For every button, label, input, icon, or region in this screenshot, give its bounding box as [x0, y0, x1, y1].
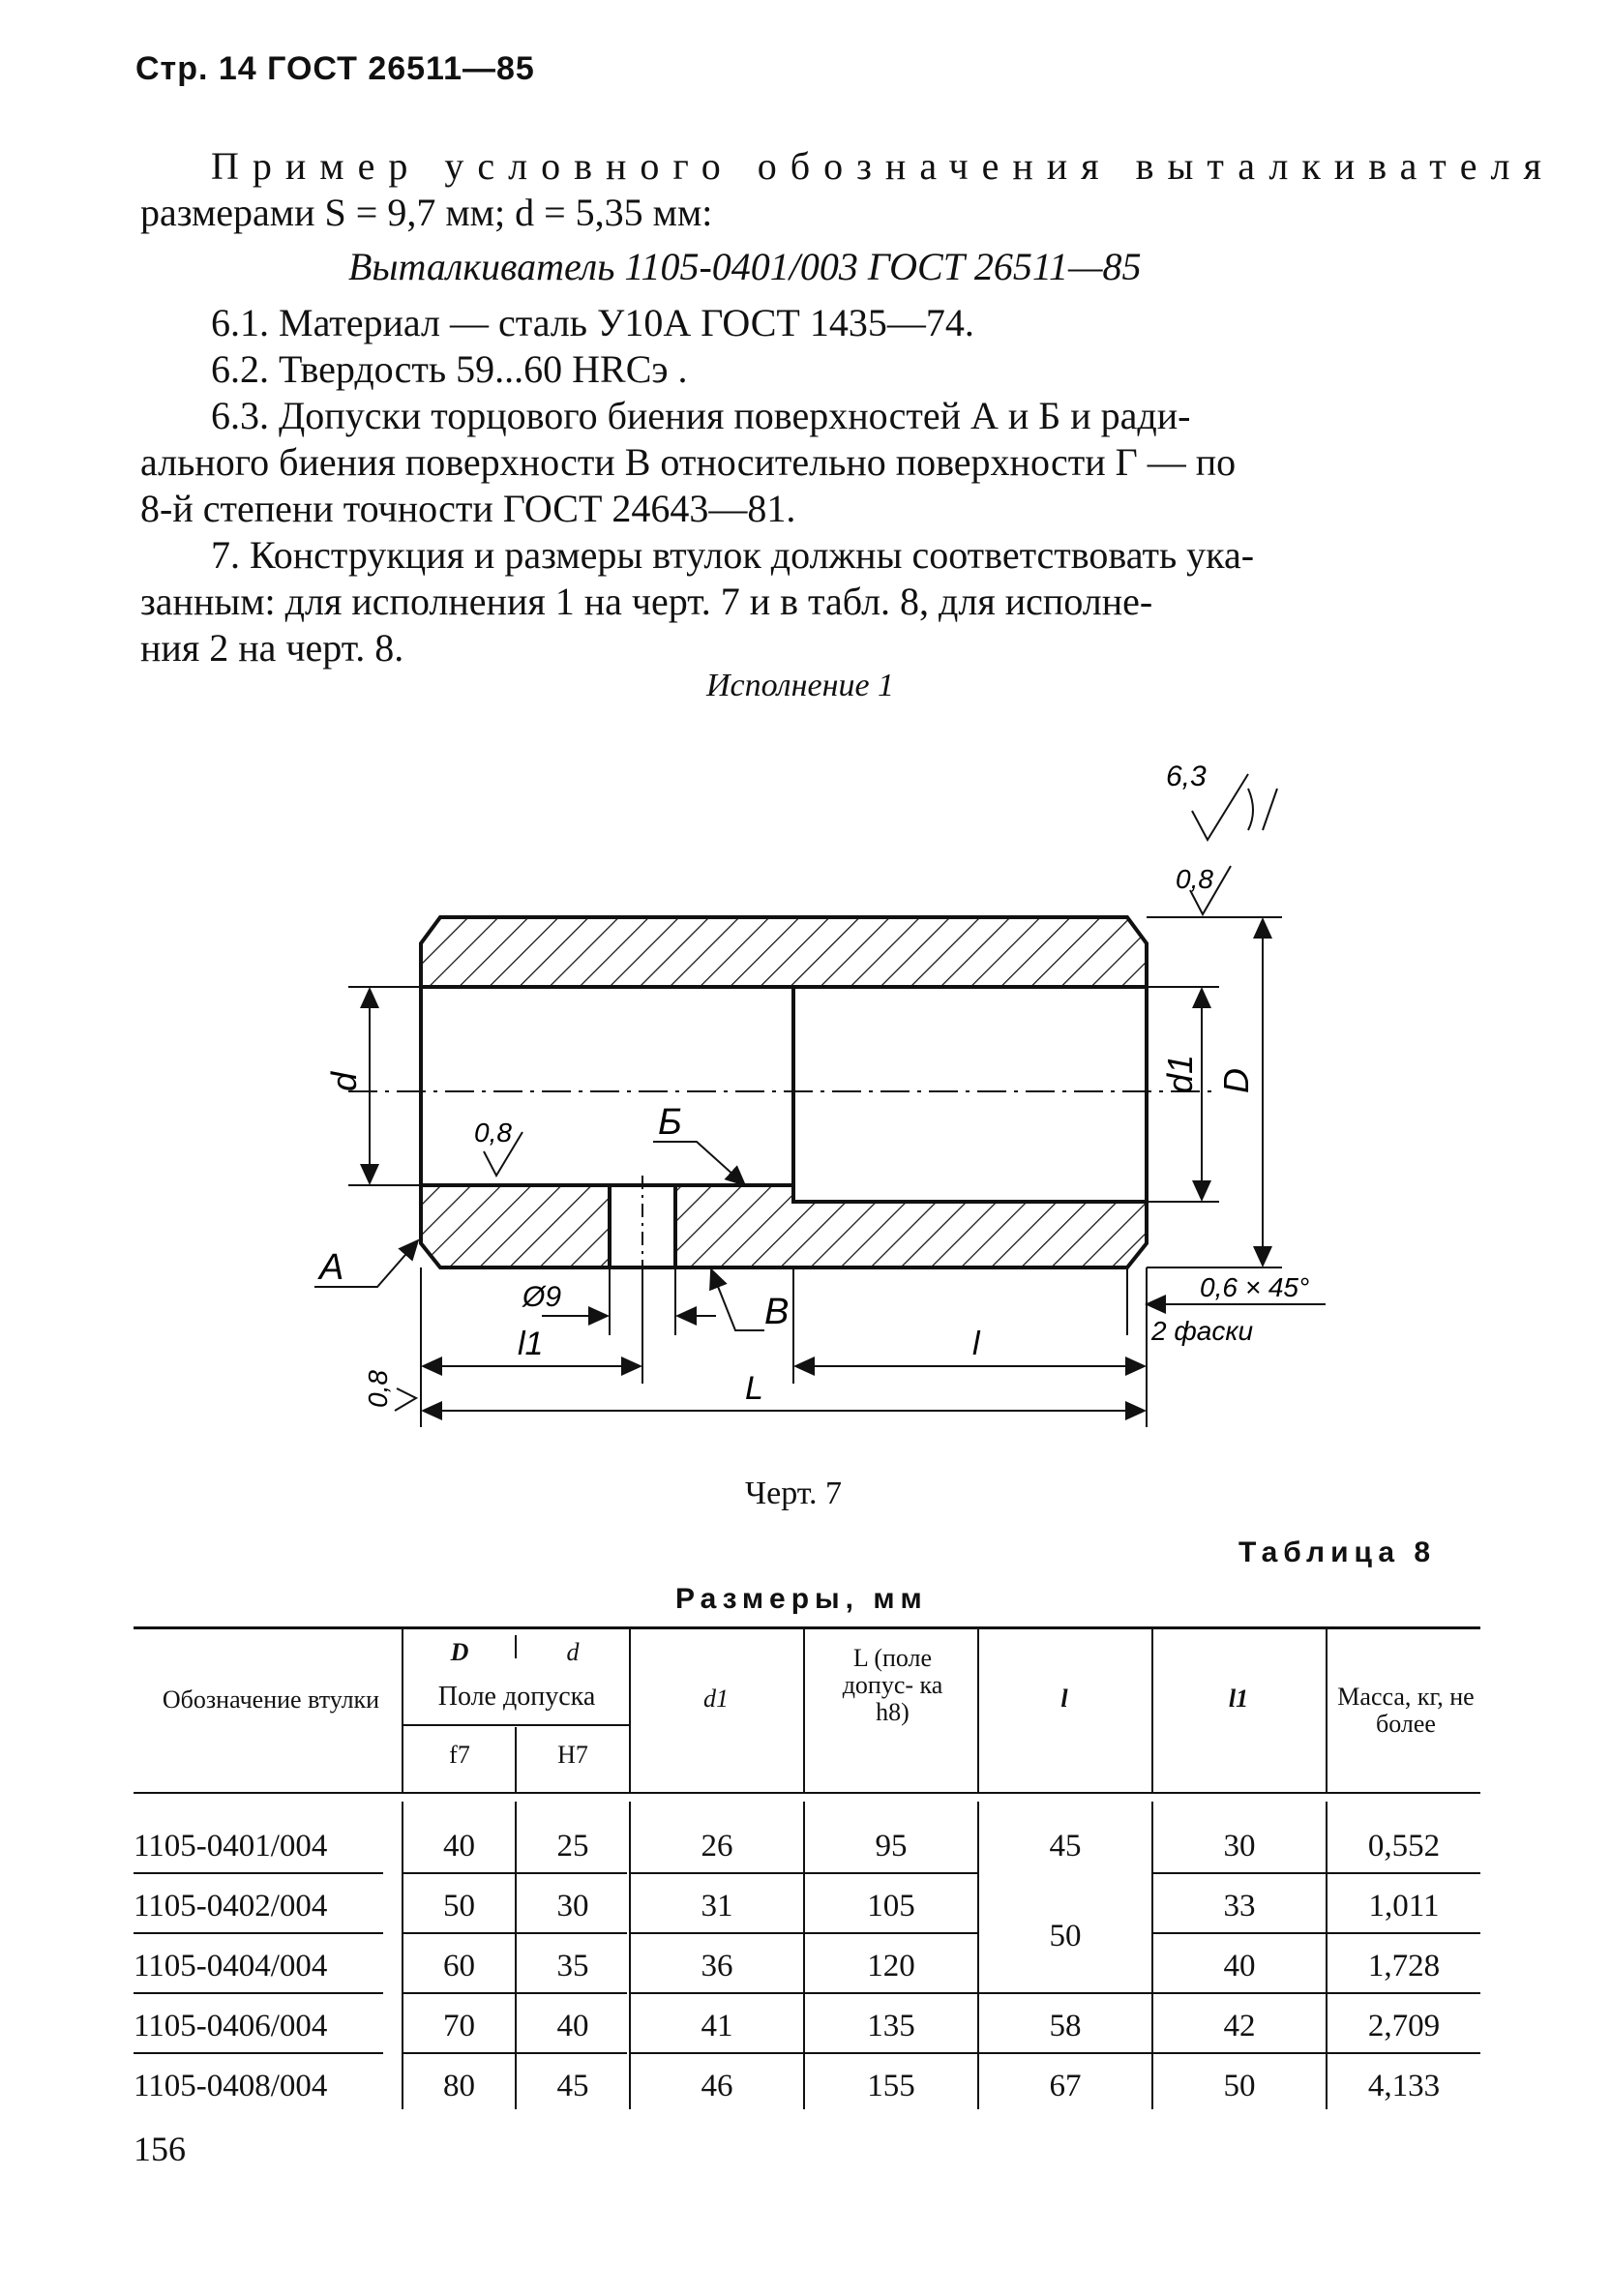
row-4-D: 70 — [443, 2009, 475, 2043]
row-3-d1: 36 — [701, 1949, 733, 1983]
clause-6-1: 6.1. Материал — сталь У10А ГОСТ 1435—74. — [211, 301, 974, 344]
row-1-d1: 26 — [701, 1829, 733, 1864]
header-H7: H7 — [557, 1741, 588, 1769]
figure-title: Исполнение 1 — [706, 668, 895, 703]
roughness-outer-label: 0,8 — [1176, 864, 1213, 894]
row-4-l: 58 — [1049, 2009, 1082, 2043]
bottom-wall-mid — [675, 1185, 1147, 1267]
header-mass: Масса, кг, не более — [1337, 1683, 1475, 1738]
row-5-D: 80 — [443, 2069, 475, 2103]
row-5-l1: 50 — [1223, 2069, 1256, 2103]
row-1-l1: 30 — [1223, 1829, 1256, 1864]
figure-caption: Черт. 7 — [745, 1476, 843, 1511]
table-number: Таблица 8 — [1238, 1536, 1437, 1568]
row-3-D: 60 — [443, 1949, 475, 1983]
row-4-l1: 42 — [1223, 2009, 1256, 2043]
row-2-L: 105 — [867, 1889, 915, 1923]
row-5-mass: 4,133 — [1367, 2069, 1441, 2103]
chamfer-count-label: 2 фаски — [1151, 1316, 1254, 1346]
dim-D-label: D — [1216, 1068, 1256, 1093]
roughness-bore-label: 0,8 — [474, 1118, 512, 1148]
table-title: Размеры, мм — [675, 1583, 928, 1615]
row-1-designation: 1105-0401/004 — [134, 1829, 328, 1864]
surface-v-label: В — [764, 1292, 790, 1332]
clause-6-3-line-3: 8-й степени точности ГОСТ 24643—81. — [140, 487, 796, 530]
row-5-L: 155 — [867, 2069, 915, 2103]
dim-L-label: L — [745, 1370, 763, 1407]
dim-l1-label: l1 — [518, 1326, 544, 1362]
table-header-rule — [134, 1792, 1480, 1794]
designation-example: Выталкиватель 1105-0401/003 ГОСТ 26511—85 — [348, 245, 1142, 288]
example-line-1: Пример условного обозначения выталкивателя — [211, 144, 1555, 188]
clause-7-line-3: ния 2 на черт. 8. — [140, 626, 404, 670]
row-5-l: 67 — [1049, 2069, 1082, 2103]
dim-d1-label: d1 — [1160, 1054, 1200, 1093]
row-5-designation: 1105-0408/004 — [134, 2069, 328, 2103]
clause-6-2: 6.2. Твердость 59...60 HRCэ . — [211, 347, 688, 391]
row-3-L: 120 — [867, 1949, 915, 1983]
dim-l-label: l — [972, 1326, 980, 1362]
clause-6-3-line-2: ального биения поверхности В относительно поверхности Г — по — [140, 440, 1237, 484]
header-L: L (поле допус- ка h8) — [842, 1644, 943, 1726]
header-l: l — [1060, 1685, 1068, 1713]
row-1-mass: 0,552 — [1367, 1829, 1441, 1864]
row-4-mass: 2,709 — [1367, 2009, 1441, 2043]
row-4-L: 135 — [867, 2009, 915, 2043]
header-f7: f7 — [449, 1741, 470, 1769]
row-4-d: 40 — [556, 2009, 589, 2043]
row-2-l1: 33 — [1223, 1889, 1256, 1923]
row-2-d1: 31 — [701, 1889, 733, 1923]
row-2-designation: 1105-0402/004 — [134, 1889, 328, 1923]
row-5-d1: 46 — [701, 2069, 733, 2103]
row-1-d: 25 — [556, 1829, 589, 1864]
header-designation: Обозначение втулки — [162, 1685, 380, 1714]
row-4-designation: 1105-0406/004 — [134, 2009, 328, 2043]
top-wall-section — [421, 917, 1147, 987]
row-2-d: 30 — [556, 1889, 589, 1923]
clause-7-line-1: 7. Конструкция и размеры втулок должны соответствовать ука- — [211, 533, 1255, 577]
row-1-l: 45 — [1049, 1829, 1082, 1864]
row-3-l1: 40 — [1223, 1949, 1256, 1983]
roughness-top-label: 6,3 — [1166, 760, 1207, 792]
row-2-D: 50 — [443, 1889, 475, 1923]
row-5-d: 45 — [556, 2069, 589, 2103]
row-1-D: 40 — [443, 1829, 475, 1864]
row-3-designation: 1105-0404/004 — [134, 1949, 328, 1983]
chamfer-label: 0,6 × 45° — [1200, 1272, 1310, 1302]
roughness-end-label: 0,8 — [363, 1370, 393, 1408]
page-header: Стр. 14 ГОСТ 26511—85 — [135, 50, 535, 87]
header-d: d — [566, 1638, 580, 1666]
header-tolerance-field: Поле допуска — [437, 1682, 596, 1712]
row-2-l: 50 — [1049, 1919, 1082, 1953]
clause-7-line-2: занным: для исполнения 1 на черт. 7 и в табл. 8, для исполне- — [140, 580, 1153, 623]
row-1-L: 95 — [875, 1829, 908, 1864]
row-3-mass: 1,728 — [1367, 1949, 1441, 1983]
bottom-wall-left — [421, 1185, 610, 1267]
header-l1: l1 — [1228, 1685, 1249, 1713]
surface-a-label: А — [319, 1247, 344, 1288]
row-3-d: 35 — [556, 1949, 589, 1983]
table-top-rule — [134, 1626, 1480, 1629]
row-4-d1: 41 — [701, 2009, 733, 2043]
surface-b-label: Б — [658, 1102, 682, 1143]
example-line-2: размерами S = 9,7 мм; d = 5,35 мм: — [140, 191, 713, 234]
header-d1: d1 — [703, 1685, 729, 1713]
dim-d-label: d — [324, 1071, 364, 1091]
hole-diameter-label: Ø9 — [522, 1281, 562, 1313]
header-D: D — [450, 1638, 469, 1666]
row-2-mass: 1,011 — [1368, 1889, 1440, 1923]
page-number: 156 — [134, 2130, 186, 2168]
clause-6-3-line-1: 6.3. Допуски торцового биения поверхностей А и Б и ради- — [211, 394, 1191, 437]
